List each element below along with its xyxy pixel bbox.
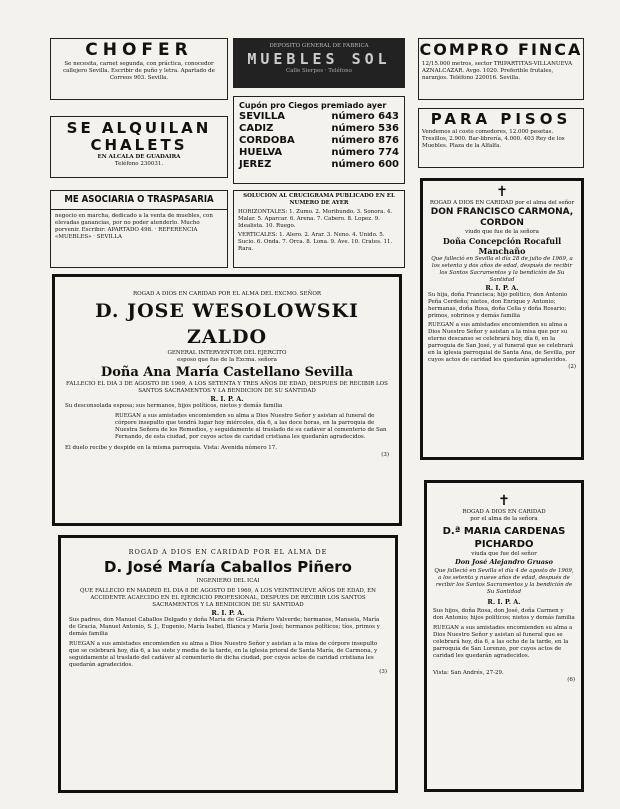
wesolowski-obituary: [52, 274, 402, 526]
cardenas-family: Sus hijos, doña Rosa, don José, doña Carmen y don Antonio; hijos políticos; nietos y demás familia: [433, 608, 575, 621]
cupon-row: [239, 135, 399, 147]
wesolowski-spouse-intro: esposo que fue de la Excma. señora: [177, 357, 277, 363]
caballos-obituary: [58, 535, 398, 793]
compro-text: 12/15.000 metros, sector TRIPARTITAS-VILLANUEVA AZNALCAZAR. Avgo. 1020. Preferible frutales, naranjos. Teléfono 220016. Sevilla.: [422, 61, 573, 81]
cardenas-footer: Vista: San Andrés, 27-29.: [433, 670, 504, 676]
cupon-label: número: [331, 147, 375, 158]
wesolowski-name: D. JOSE WESOLOWSKI ZALDO: [95, 300, 359, 348]
carmona-ref: (2): [568, 364, 576, 370]
chalets-title-2: CHALETS: [90, 136, 188, 154]
cardenas-spouse: Don José Alejandro Gruaso: [455, 558, 553, 566]
cupon-label: número: [331, 135, 375, 146]
wesolowski-died: FALLECIO EL DIA 3 DE AGOSTO DE 1969, A LOS SETENTA Y TRES AÑOS DE EDAD, DESPUES DE RECIBIR LOS SANTOS SACRAMENTOS Y LA BENDICION DE SU SANTIDAD: [66, 381, 388, 394]
caballos-role: INGENIERO DEL ICAI: [196, 578, 260, 584]
carmona-name-2: CORDON: [480, 218, 524, 228]
caballos-name: D. José María Caballos Piñero: [104, 558, 352, 576]
cardenas-obituary: [424, 480, 584, 792]
carmona-spouse-intro: viudo que fue de la señora: [465, 229, 539, 235]
muebles-bottom: Calle Sierpes · Teléfono: [286, 68, 352, 74]
cupon-city: SEVILLA: [239, 111, 285, 122]
wesolowski-family: Su desconsolada esposa; sus hermanos, hijos políticos, nietos y demás familia: [65, 403, 283, 409]
cupon-row: [239, 159, 399, 171]
pisos-text: Vendemos al costo comedores, 12.000 pesetas. Tresillos, 2.900. Bar-librería, 4.000. 403 Rey de los Muebles. Plaza de la Alfalfa.: [422, 129, 565, 149]
wesolowski-ref: (3): [381, 452, 389, 458]
cardenas-died: Que falleció en Sevilla el día 4 de agosto de 1969, a los setenta y nueve años de edad, después de recibir los Santos Sacramentos y la bendición de Su Santidad: [434, 568, 574, 595]
carmona-family: Su hija, doña Francisca; hijo político, don Antonio Peña Cerdeño; nietos, don Enrique y Antonio; hermanas, doña Rosa, doña Celia y doña Rosario; primos, sobrinos y demás familia: [428, 292, 568, 319]
cardenas-spouse-intro: viuda que fue del señor: [471, 551, 537, 557]
chofer-text: Se necesita, carnet segunda, con práctica, conocedor callejero Sevilla. Escribir de puño y letra. Apartado de Correos 903. Sevilla.: [63, 61, 215, 81]
chalets-text-2: Teléfono 230031.: [114, 161, 164, 167]
wesolowski-role: GENERAL INTERVENTOR DEL EJERCITO: [167, 350, 287, 356]
cross-icon: ✝: [498, 493, 510, 509]
carmona-pray: ROGAD A DIOS EN CARIDAD por el alma del señor: [429, 200, 575, 206]
cupon-label: número: [331, 159, 375, 170]
cupon-row: [239, 123, 399, 135]
chalets-ad: [50, 116, 228, 178]
wesolowski-request: RUEGAN a sus amistades encomienden su alma a Dios Nuestro Señor y asistan al funeral de córpore insepulto que tendrá lugar hoy miércoles, día 6, a las doce horas, en la parroquia de Nuestra Señora de los Remedios, y seguidamente al traslado de su cadáver al cementerio de San Fernando, de esta ciudad, por cuyos actos de caridad cristiana les quedarán agradecidos.: [115, 413, 387, 440]
cardenas-request: RUEGAN a sus amistades encomienden su alma a Dios Nuestro Señor y asistan al funeral que se celebrará hoy, día 6, a las ocho de la tarde, en la parroquia de San Lorenzo, por cuyos actos de caridad les quedarán agradecidos.: [433, 625, 573, 659]
asociaria-ad: [50, 190, 228, 268]
wesolowski-rip: R. I. P. A.: [210, 395, 244, 403]
crucigrama-title: SOLUCION AL CRUCIGRAMA PUBLICADO EN EL NUMERO DE AYER: [243, 193, 395, 206]
cupon-label: número: [331, 123, 375, 134]
chalets-title-1: SE ALQUILAN: [66, 119, 212, 137]
cupon-title: Cupón pro Ciegos premiado ayer: [239, 101, 387, 110]
cupon-city: CORDOBA: [239, 135, 295, 146]
pisos-ad: [418, 108, 584, 168]
wesolowski-spouse: Doña Ana María Castellano Sevilla: [100, 365, 354, 380]
caballos-pray: ROGAD A DIOS EN CARIDAD POR EL ALMA DE: [128, 548, 328, 556]
cupon-row: [239, 147, 399, 159]
caballos-family: Sus padres, don Manuel Caballos Delgado y doña María de Gracia Piñero Valverde; hermanos, Manuela, María de Gracia, Manuel Antonio, S. J., Eugenio, María Isabel, Blanca y María José; hermanos políticos; tíos, primos y demás familia: [69, 617, 380, 637]
cardenas-pray-2: por el alma de la señora: [470, 516, 538, 522]
cupon-number: 536: [378, 123, 399, 134]
cupon-box: [233, 96, 405, 184]
asociaria-text: negocio en marcha, dedicado a la venta de muebles, con elevadas ganancias, por no poder atenderlo. Mucho porvenir. Escribir: APARTADO 498. · REFERENCIA «MUEBLES» · SEVILLA: [55, 213, 213, 240]
crucigrama-box: [233, 190, 405, 268]
cupon-number: 643: [378, 111, 399, 122]
cupon-city: CADIZ: [239, 123, 274, 134]
muebles-ad: [233, 38, 405, 88]
cardenas-name-2: PICHARDO: [474, 539, 534, 550]
asociaria-title: ME ASOCIARIA O TRASPASARIA: [51, 191, 227, 210]
chofer-title: CHOFER: [85, 40, 193, 60]
cupon-number: 600: [378, 159, 399, 170]
cross-icon: ✝: [496, 184, 508, 200]
caballos-request: RUEGAN a sus amistades encomienden su alma a Dios Nuestro Señor y asistan a la misa de córpore insepulto que se celebrará hoy, día 6, a las siete y media de la tarde, en la iglesia prioral de Santa María, de Carmona, y seguidamente al traslado del cadáver al cementerio de dicha ciudad, por cuyos actos de caridad cristiana les quedarán agradecidos.: [69, 641, 378, 668]
muebles-top: DEPOSITO GENERAL DE FABRICA: [269, 43, 369, 49]
carmona-rip: R. I. P. A.: [485, 284, 519, 292]
carmona-request: RUEGAN a sus amistades encomienden su alma a Dios Nuestro Señor y asistan a la misa que por su eterno descanso se celebrará hoy, día 6, en la parroquia de San José, y al funeral que se celebrará en la iglesia parroquial de Santa Ana, de Sevilla, por cuyos actos de caridad les quedarán agradecidos.: [428, 322, 576, 363]
carmona-died: Que falleció en Sevilla el día 28 de julio de 1969, a los setenta y dos años de edad, después de recibir los Santos Sacramentos y la bendición de Su Santidad: [431, 256, 573, 283]
cardenas-rip: R. I. P. A.: [487, 598, 521, 606]
carmona-obituary: [420, 178, 584, 460]
wesolowski-pray: ROGAD A DIOS EN CARIDAD POR EL ALMA DEL EXCMO. SEÑOR: [132, 291, 322, 297]
muebles-title: MUEBLES SOL: [247, 50, 391, 68]
cupon-row: [239, 111, 399, 123]
wesolowski-footer: El duelo recibe y despide en la misma parroquia. Vista: Avenida número 17.: [65, 445, 277, 451]
compro-title: COMPRO FINCA: [419, 40, 583, 59]
cupon-number: 876: [378, 135, 399, 146]
cardenas-name-1: D.ª MARIA CARDENAS: [442, 526, 566, 537]
carmona-name-1: DON FRANCISCO CARMONA,: [430, 207, 574, 217]
caballos-rip: R. I. P. A.: [211, 609, 245, 617]
cupon-number: 774: [378, 147, 399, 158]
crucigrama-horizontales: HORIZONTALES: 1. Zumo. 2. Moribundo. 3. Sonora. 4. Malar. 5. Aparcar. 6. Arena. 7. Cabero. 8. Lopez. 9. Idealista. 10. Ruego.: [238, 209, 393, 229]
caballos-ref: (3): [379, 669, 387, 675]
cupon-city: HUELVA: [239, 147, 283, 158]
chalets-text-1: EN ALCALA DE GUADAIRA: [97, 154, 181, 160]
carmona-spouse-2: Manchaño: [478, 246, 526, 256]
cupon-label: número: [331, 111, 375, 122]
cardenas-pray-1: ROGAD A DIOS EN CARIDAD: [462, 509, 546, 515]
cupon-city: JEREZ: [239, 159, 272, 170]
pisos-title: PARA PISOS: [430, 110, 572, 128]
compro-ad: [418, 38, 584, 100]
crucigrama-verticales: VERTICALES: 1. Alero. 2. Arar. 3. Neno. 4. Unido. 5. Sucio. 6. Onda. 7. Orca. 8. Lona. 9. Ave. 10. Crates. 11. Rara.: [238, 232, 393, 252]
carmona-spouse-1: Doña Concepción Rocafull: [442, 236, 562, 246]
caballos-died: QUE FALLECIO EN MADRID EL DIA 8 DE AGOSTO DE 1969, A LOS VEINTINUEVE AÑOS DE EDAD, EN ACCIDENTE ACAECIDO EN EL EJERCICIO PROFESIONAL, DESPUES DE RECIBIR LOS SANTOS SACRAMENTOS Y LA BENDICION DE SU SANTIDAD: [80, 588, 376, 608]
cardenas-ref: (6): [567, 677, 575, 683]
chofer-ad: [50, 38, 228, 100]
